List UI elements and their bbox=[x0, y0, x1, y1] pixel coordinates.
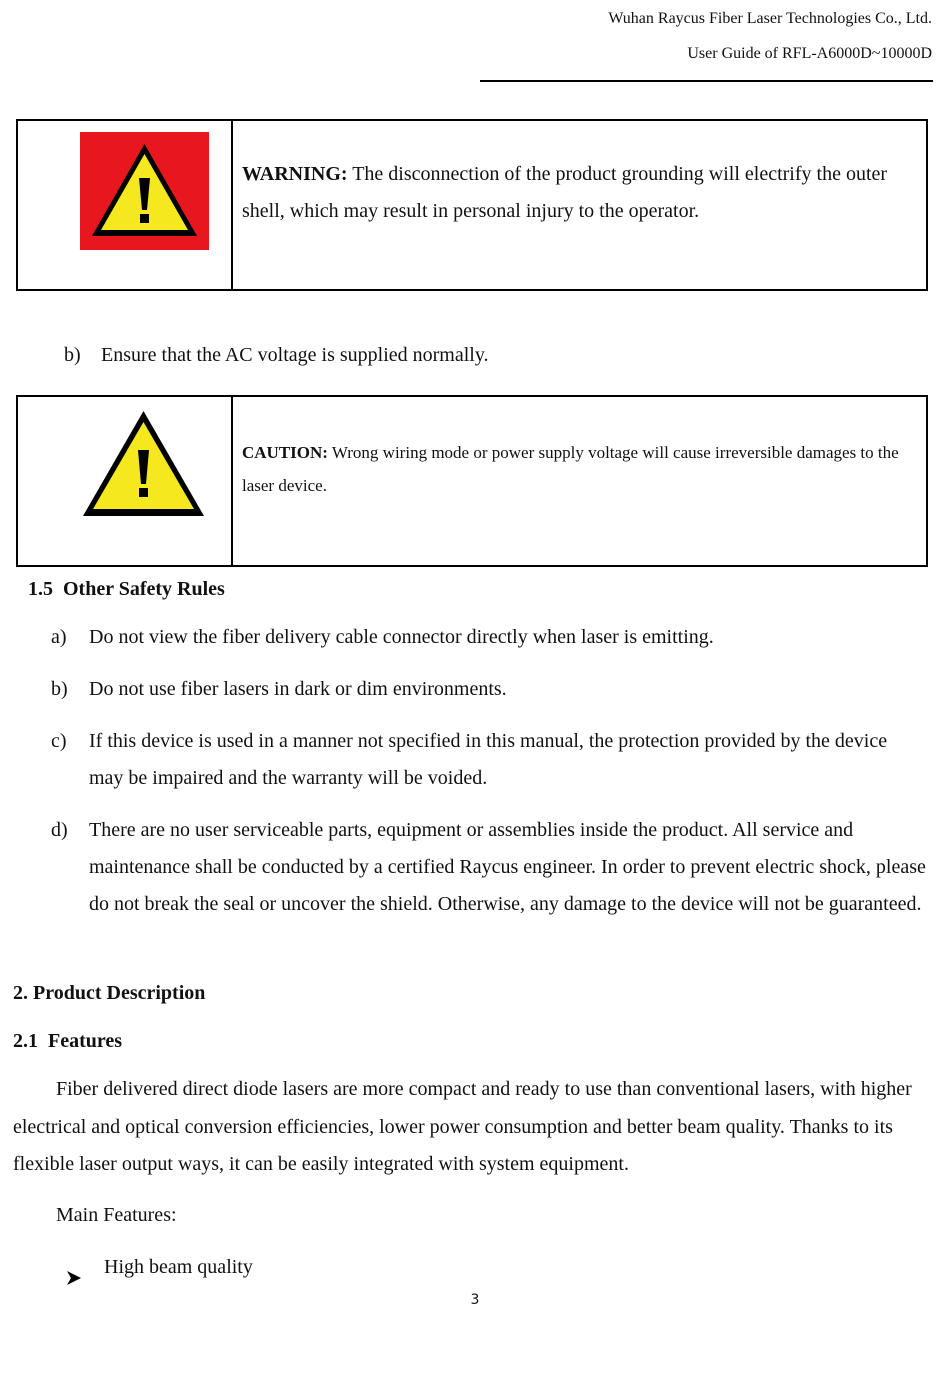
header-company: Wuhan Raycus Fiber Laser Technologies Co., Ltd. bbox=[608, 10, 932, 27]
section-1-5-heading bbox=[28, 578, 225, 601]
warning-box-divider bbox=[231, 121, 233, 289]
list-item bbox=[51, 671, 931, 708]
list-item-marker: c) bbox=[51, 730, 67, 752]
list-item-text: There are no user serviceable parts, equipment or assemblies inside the product. All service and maintenance shall be conducted by a certified Raycus engineer. In order to prevent electric shock, please do not break the seal or uncover the shield. Otherwise, any damage to the device will not be guaranteed. bbox=[89, 819, 926, 915]
caution-body: Wrong wiring mode or power supply voltage will cause irreversible damages to the laser device. bbox=[242, 443, 899, 495]
electrical-warning-triangle-icon bbox=[80, 132, 209, 250]
header-rule bbox=[480, 80, 933, 82]
caution-triangle-icon bbox=[80, 408, 207, 520]
list-item bbox=[51, 812, 946, 923]
main-features-label: Main Features: bbox=[56, 1204, 177, 1226]
header-doc-title: User Guide of RFL-A6000D~10000D bbox=[687, 45, 932, 62]
section-2-1-heading bbox=[13, 1030, 122, 1053]
caution-label: CAUTION: bbox=[242, 443, 328, 462]
section-1-5-number: 1.5 bbox=[28, 578, 53, 600]
page-number: 3 bbox=[470, 1292, 480, 1308]
section-2-1-title: Features bbox=[48, 1030, 123, 1052]
list-item bbox=[51, 619, 931, 656]
warning-body: The disconnection of the product grounding will electrify the outer shell, which may result in personal injury to the operator. bbox=[242, 163, 888, 222]
caution-box bbox=[16, 395, 928, 567]
list-item-text: If this device is used in a manner not specified in this manual, the protection provided by the device may be impaired and the warranty will be voided. bbox=[89, 730, 888, 789]
section-1-5-title: Other Safety Rules bbox=[63, 578, 225, 600]
list-item bbox=[51, 723, 901, 797]
warning-text bbox=[242, 156, 914, 230]
list-item-text: Do not use fiber lasers in dark or dim environments. bbox=[89, 678, 507, 700]
warning-box bbox=[16, 119, 928, 291]
arrowhead-bullet-icon bbox=[66, 1261, 82, 1275]
caution-box-divider bbox=[231, 397, 233, 565]
list-item-marker: b) bbox=[51, 678, 68, 700]
caution-text bbox=[242, 436, 914, 502]
step-b-text: Ensure that the AC voltage is supplied normally. bbox=[101, 344, 489, 366]
list-item-marker: a) bbox=[51, 626, 67, 648]
section-2-heading: 2. Product Description bbox=[13, 982, 206, 1004]
list-item bbox=[66, 1249, 566, 1286]
section-2-1-number: 2.1 bbox=[13, 1030, 38, 1052]
feature-text: High beam quality bbox=[104, 1256, 253, 1278]
features-paragraph: Fiber delivered direct diode lasers are more compact and ready to use than conventional lasers, with higher electrical and optical conversion efficiencies, lower power consumption and better beam quality. Thanks to its flexible laser output ways, it can be easily integrated with system equipment. bbox=[13, 1078, 912, 1175]
list-item-marker: d) bbox=[51, 819, 68, 841]
step-b-marker: b) bbox=[64, 344, 81, 366]
warning-label: WARNING: bbox=[242, 163, 348, 185]
list-item-text: Do not view the fiber delivery cable connector directly when laser is emitting. bbox=[89, 626, 714, 648]
